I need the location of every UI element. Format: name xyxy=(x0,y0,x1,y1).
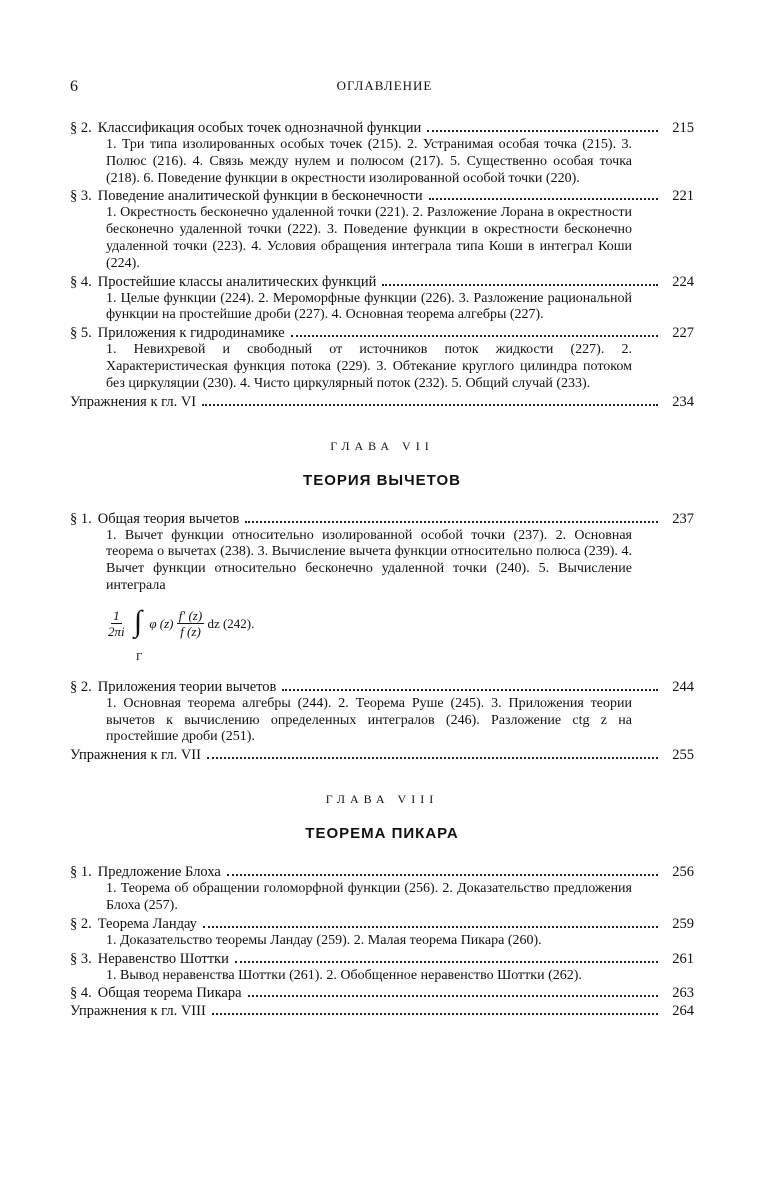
section-title: Теорема Ландау xyxy=(97,915,197,932)
fraction-numerator: 1 xyxy=(113,608,120,624)
page-ref: 215 xyxy=(672,120,694,136)
integral-sign: ∫ xyxy=(133,604,143,638)
coefficient-fraction xyxy=(106,608,127,639)
integral-formula xyxy=(106,604,694,665)
dot-leader xyxy=(202,404,658,406)
section-marker: § 2. xyxy=(70,915,92,932)
dot-leader xyxy=(291,335,658,337)
toc-entry[interactable] xyxy=(70,325,694,392)
exercises-title: Упражнения к гл. VI xyxy=(70,393,197,410)
toc-entry[interactable] xyxy=(70,679,694,746)
dot-leader xyxy=(203,926,658,928)
section-title: Предложение Блоха xyxy=(97,864,221,881)
section-details: 1. Вывод неравенства Шоттки (261). 2. Обобщенное неравенство Шоттки (262). xyxy=(106,967,582,983)
chapter-label: ГЛАВА VII xyxy=(330,438,434,453)
toc-entry[interactable] xyxy=(70,120,694,187)
section-details: 1. Теорема об обращении голоморфной функции (256). 2. Доказательство предложения Блоха (257). xyxy=(106,881,632,913)
toc-chapter-6 xyxy=(70,120,694,1021)
section-title: Поведение аналитической функции в бесконечности xyxy=(97,188,423,205)
section-marker: § 2. xyxy=(70,678,92,695)
derivative-fraction xyxy=(177,608,204,639)
running-head: ОГЛАВЛЕНИЕ xyxy=(336,78,433,93)
chapter-label: ГЛАВА VIII xyxy=(325,792,439,807)
fraction-denominator: f (z) xyxy=(180,624,201,640)
formula-tail: dz (242). xyxy=(207,615,255,631)
toc-entry[interactable] xyxy=(70,511,694,665)
section-details: 1. Основная теорема алгебры (244). 2. Теорема Руше (245). 3. Приложения теории вычетов к вычислению определенных интегралов (246). Разложение ctg z на простейшие дроби (251). xyxy=(106,695,632,745)
page-ref: 227 xyxy=(672,325,694,342)
toc-entry[interactable] xyxy=(70,951,694,985)
section-marker: § 1. xyxy=(70,510,92,527)
section-title: Неравенство Шоттки xyxy=(97,950,229,967)
page-ref: 255 xyxy=(672,747,694,764)
section-title: Простейшие классы аналитических функций xyxy=(97,273,377,290)
section-marker: § 4. xyxy=(70,273,92,290)
section-marker: § 3. xyxy=(70,950,92,967)
dot-leader xyxy=(245,521,658,523)
section-title: Общая теорема Пикара xyxy=(97,985,242,1002)
dot-leader xyxy=(227,874,658,876)
toc-entry[interactable] xyxy=(70,274,694,325)
dot-leader xyxy=(427,130,658,132)
section-marker: § 1. xyxy=(70,864,92,881)
section-title: Приложения теории вычетов xyxy=(97,678,277,695)
dot-leader xyxy=(248,995,658,997)
toc-exercises[interactable] xyxy=(70,747,694,764)
toc-entry[interactable] xyxy=(70,188,694,272)
section-marker: § 3. xyxy=(70,188,92,205)
fraction-numerator: f′ (z) xyxy=(178,608,203,624)
toc-exercises[interactable] xyxy=(70,394,694,411)
page-ref: 224 xyxy=(672,273,694,290)
section-details: 1. Целые функции (224). 2. Мероморфные функции (226). 3. Разложение рациональной функции на простейшие дроби (227). 4. Основная теорема алгебры (227). xyxy=(106,290,632,323)
dot-leader xyxy=(382,284,658,286)
phi-term: φ (z) xyxy=(149,615,174,631)
page-ref: 234 xyxy=(672,393,694,410)
dot-leader xyxy=(235,961,658,963)
fraction-denominator: 2πi xyxy=(108,624,125,640)
section-title: Общая теория вычетов xyxy=(97,510,240,527)
page-ref: 221 xyxy=(672,188,694,205)
page-ref: 261 xyxy=(672,950,694,967)
page-number: 6 xyxy=(70,78,78,95)
page-ref: 264 xyxy=(672,1003,694,1020)
toc-entry[interactable] xyxy=(70,985,694,1002)
page-ref: 244 xyxy=(672,678,694,695)
exercises-title: Упражнения к гл. VIII xyxy=(70,1003,206,1020)
section-details: 1. Три типа изолированных особых точек (215). 2. Устранимая особая точка (215). 3. Полюс (216). 4. Связь между нулем и полюсом (217). 5. Существенно особая точка (218). 6. Поведение функции в окрестности изолированной особой точки (220). xyxy=(106,137,632,186)
section-marker: § 5. xyxy=(70,325,92,342)
section-details: 1. Вычет функции относительно изолированной особой точки (237). 2. Основная теорема о вычетах (238). 3. Вычисление вычета функции относительно полюса (239). 4. Вычет функции относительно бесконечно удаленной точки (240). 5. Вычисление интеграла xyxy=(106,527,632,593)
exercises-title: Упражнения к гл. VII xyxy=(70,747,201,764)
page-ref: 256 xyxy=(672,864,694,881)
chapter-title: ТЕОРЕМА ПИКАРА xyxy=(305,825,459,843)
dot-leader xyxy=(429,198,658,200)
dot-leader xyxy=(207,757,658,759)
dot-leader xyxy=(282,689,658,691)
section-details: 1. Невихревой и свободный от источников поток жидкости (227). 2. Характеристическая функция потока (229). 3. Обтекание круглого цилиндра потоком без циркуляции (230). 4. Чисто циркулярный поток (232). 5. Общий случай (233). xyxy=(106,342,632,391)
section-marker: § 2. xyxy=(70,120,92,136)
toc-exercises[interactable] xyxy=(70,1003,694,1020)
section-details: 1. Окрестность бесконечно удаленной точки (221). 2. Разложение Лорана в окрестности бесконечно удаленной точки (222). 3. Поведение функции в окрестности бесконечно удаленной точки (223). 4. Условия обращения интеграла типа Коши в интеграл Коши (224). xyxy=(106,205,632,271)
section-marker: § 4. xyxy=(70,985,92,1002)
section-title: Приложения к гидродинамике xyxy=(97,325,285,342)
page-ref: 237 xyxy=(672,510,694,527)
section-title: Классификация особых точек однозначной функции xyxy=(97,120,422,136)
toc-entry[interactable] xyxy=(70,916,694,950)
section-details: 1. Доказательство теоремы Ландау (259). 2. Малая теорема Пикара (260). xyxy=(106,932,542,948)
page-ref: 263 xyxy=(672,985,694,1002)
chapter-title: ТЕОРИЯ ВЫЧЕТОВ xyxy=(303,471,461,489)
contour-label: Γ xyxy=(136,650,143,663)
toc-entry[interactable] xyxy=(70,864,694,915)
dot-leader xyxy=(212,1013,658,1015)
page-ref: 259 xyxy=(672,915,694,932)
